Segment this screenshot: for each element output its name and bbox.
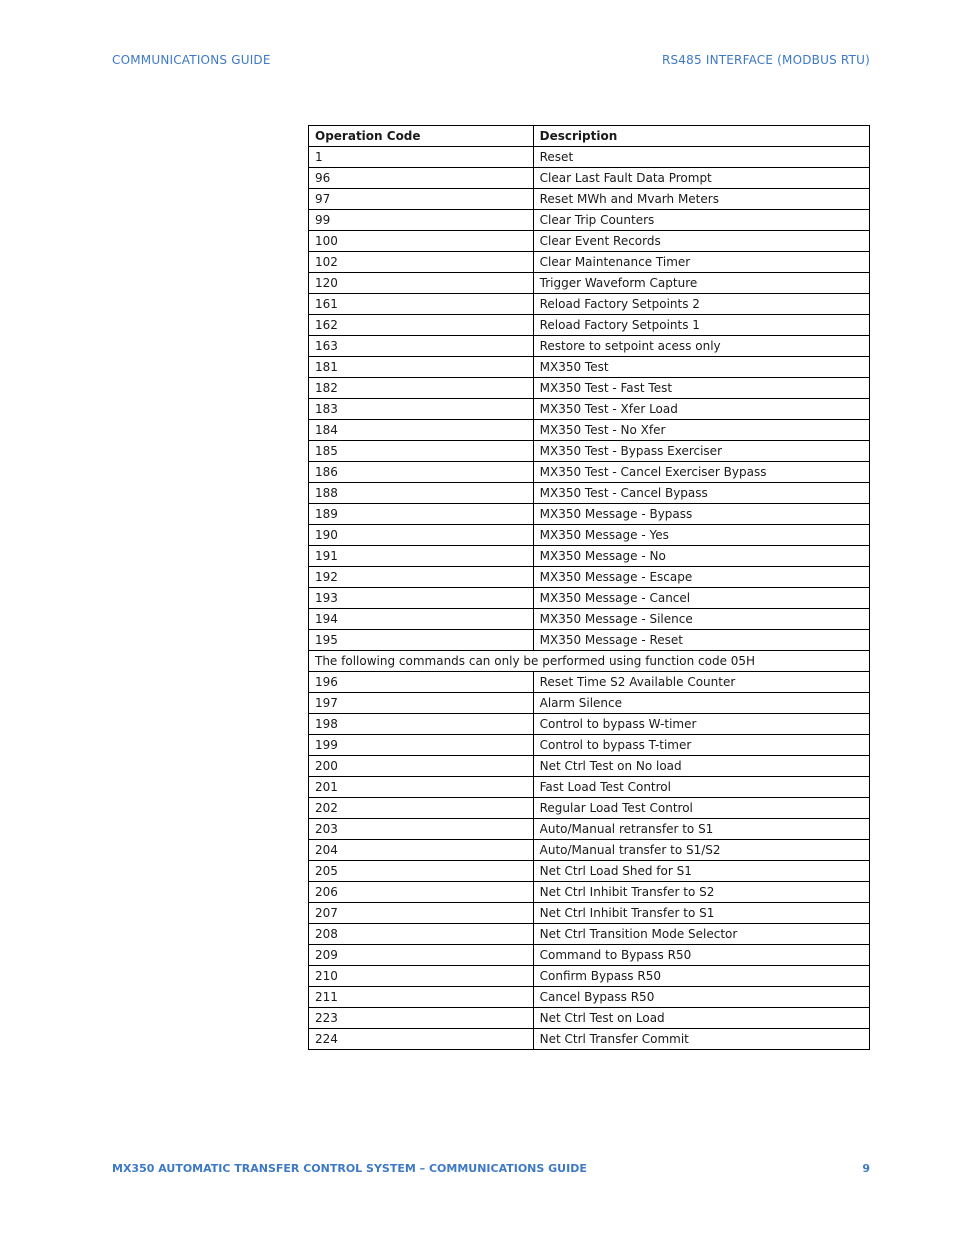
table-body-general <box>309 147 870 651</box>
description-cell: Net Ctrl Transfer Commit <box>533 1029 869 1050</box>
description-cell: Trigger Waveform Capture <box>533 273 869 294</box>
operation-code-cell: 1 <box>309 147 534 168</box>
description-cell: Control to bypass T-timer <box>533 735 869 756</box>
operation-code-cell: 197 <box>309 693 534 714</box>
operation-code-cell: 181 <box>309 357 534 378</box>
operation-code-cell: 182 <box>309 378 534 399</box>
table-row <box>309 399 870 420</box>
operation-code-cell: 185 <box>309 441 534 462</box>
table-row <box>309 714 870 735</box>
operation-code-cell: 205 <box>309 861 534 882</box>
description-cell: Command to Bypass R50 <box>533 945 869 966</box>
operation-code-cell: 193 <box>309 588 534 609</box>
table-row <box>309 693 870 714</box>
table-row <box>309 777 870 798</box>
description-cell: Clear Maintenance Timer <box>533 252 869 273</box>
operation-code-cell: 195 <box>309 630 534 651</box>
description-cell: Fast Load Test Control <box>533 777 869 798</box>
table-row <box>309 756 870 777</box>
description-cell: Alarm Silence <box>533 693 869 714</box>
table-row <box>309 378 870 399</box>
description-cell: Reset Time S2 Available Counter <box>533 672 869 693</box>
description-cell: MX350 Test <box>533 357 869 378</box>
description-cell: MX350 Test - Xfer Load <box>533 399 869 420</box>
table-row <box>309 252 870 273</box>
description-cell: Confirm Bypass R50 <box>533 966 869 987</box>
table-row <box>309 735 870 756</box>
operation-code-cell: 209 <box>309 945 534 966</box>
operation-code-cell: 96 <box>309 168 534 189</box>
description-cell: Net Ctrl Load Shed for S1 <box>533 861 869 882</box>
column-header-description: Description <box>533 126 869 147</box>
description-cell: MX350 Message - Reset <box>533 630 869 651</box>
operation-code-cell: 204 <box>309 840 534 861</box>
description-cell: Clear Last Fault Data Prompt <box>533 168 869 189</box>
table-row <box>309 462 870 483</box>
table-row <box>309 630 870 651</box>
description-cell: Reload Factory Setpoints 1 <box>533 315 869 336</box>
description-cell: MX350 Test - Cancel Bypass <box>533 483 869 504</box>
table-row <box>309 798 870 819</box>
table-row <box>309 336 870 357</box>
operation-code-cell: 200 <box>309 756 534 777</box>
column-header-operation-code: Operation Code <box>309 126 534 147</box>
table-row <box>309 147 870 168</box>
table-row <box>309 567 870 588</box>
table-row <box>309 189 870 210</box>
operation-code-cell: 120 <box>309 273 534 294</box>
description-cell: MX350 Message - Silence <box>533 609 869 630</box>
description-cell: Clear Event Records <box>533 231 869 252</box>
description-cell: Regular Load Test Control <box>533 798 869 819</box>
table-row <box>309 231 870 252</box>
header-chapter-title: RS485 INTERFACE (MODBUS RTU) <box>661 53 870 67</box>
operation-code-cell: 191 <box>309 546 534 567</box>
operation-code-cell: 208 <box>309 924 534 945</box>
table-row <box>309 294 870 315</box>
description-cell: MX350 Test - Bypass Exerciser <box>533 441 869 462</box>
operation-code-cell: 97 <box>309 189 534 210</box>
operation-code-cell: 198 <box>309 714 534 735</box>
table-row <box>309 924 870 945</box>
description-cell: Restore to setpoint acess only <box>533 336 869 357</box>
table-row <box>309 840 870 861</box>
operation-code-cell: 194 <box>309 609 534 630</box>
description-cell: Reset MWh and Mvarh Meters <box>533 189 869 210</box>
operation-code-cell: 196 <box>309 672 534 693</box>
operation-code-cell: 184 <box>309 420 534 441</box>
table-row <box>309 966 870 987</box>
description-cell: Reload Factory Setpoints 2 <box>533 294 869 315</box>
description-cell: MX350 Message - Escape <box>533 567 869 588</box>
table-row <box>309 861 870 882</box>
header-section-title: COMMUNICATIONS GUIDE <box>112 53 271 67</box>
table-row <box>309 357 870 378</box>
operation-code-cell: 206 <box>309 882 534 903</box>
description-cell: Net Ctrl Inhibit Transfer to S2 <box>533 882 869 903</box>
operation-code-cell: 202 <box>309 798 534 819</box>
operation-code-cell: 189 <box>309 504 534 525</box>
table-row <box>309 987 870 1008</box>
description-cell: Control to bypass W-timer <box>533 714 869 735</box>
operation-code-cell: 186 <box>309 462 534 483</box>
operation-code-cell: 100 <box>309 231 534 252</box>
table-row <box>309 273 870 294</box>
table-row <box>309 483 870 504</box>
operation-code-cell: 102 <box>309 252 534 273</box>
operation-code-cell: 201 <box>309 777 534 798</box>
table-row <box>309 210 870 231</box>
table-row <box>309 1008 870 1029</box>
operation-code-cell: 188 <box>309 483 534 504</box>
description-cell: Cancel Bypass R50 <box>533 987 869 1008</box>
operation-code-cell: 161 <box>309 294 534 315</box>
operation-code-cell: 207 <box>309 903 534 924</box>
description-cell: Net Ctrl Transition Mode Selector <box>533 924 869 945</box>
description-cell: Auto/Manual retransfer to S1 <box>533 819 869 840</box>
table-row <box>309 945 870 966</box>
operation-code-cell: 163 <box>309 336 534 357</box>
table-row <box>309 672 870 693</box>
table-row <box>309 504 870 525</box>
operation-code-cell: 211 <box>309 987 534 1008</box>
table-row <box>309 441 870 462</box>
table-row <box>309 420 870 441</box>
operation-code-cell: 199 <box>309 735 534 756</box>
description-cell: MX350 Message - Bypass <box>533 504 869 525</box>
table-note-row <box>309 651 870 672</box>
description-cell: MX350 Message - No <box>533 546 869 567</box>
description-cell: MX350 Test - No Xfer <box>533 420 869 441</box>
table-row <box>309 903 870 924</box>
table-row <box>309 525 870 546</box>
operation-code-cell: 223 <box>309 1008 534 1029</box>
operation-code-cell: 99 <box>309 210 534 231</box>
description-cell: Clear Trip Counters <box>533 210 869 231</box>
table-note-section <box>309 651 870 672</box>
table-row <box>309 588 870 609</box>
description-cell: Auto/Manual transfer to S1/S2 <box>533 840 869 861</box>
operation-code-cell: 183 <box>309 399 534 420</box>
operation-code-cell: 162 <box>309 315 534 336</box>
operation-code-cell: 210 <box>309 966 534 987</box>
description-cell: Reset <box>533 147 869 168</box>
description-cell: MX350 Test - Cancel Exerciser Bypass <box>533 462 869 483</box>
table-row <box>309 168 870 189</box>
table-body-05h <box>309 672 870 1050</box>
description-cell: MX350 Message - Yes <box>533 525 869 546</box>
operation-code-cell: 190 <box>309 525 534 546</box>
table-row <box>309 1029 870 1050</box>
table-row <box>309 882 870 903</box>
description-cell: Net Ctrl Test on No load <box>533 756 869 777</box>
description-cell: MX350 Test - Fast Test <box>533 378 869 399</box>
page-number: 9 <box>862 1162 870 1175</box>
description-cell: Net Ctrl Test on Load <box>533 1008 869 1029</box>
operation-code-cell: 224 <box>309 1029 534 1050</box>
description-cell: Net Ctrl Inhibit Transfer to S1 <box>533 903 869 924</box>
description-cell: MX350 Message - Cancel <box>533 588 869 609</box>
table-row <box>309 546 870 567</box>
footer-document-title: MX350 AUTOMATIC TRANSFER CONTROL SYSTEM – COMMUNICATIONS GUIDE <box>112 1162 587 1175</box>
table-row <box>309 315 870 336</box>
table-row <box>309 609 870 630</box>
table-row <box>309 819 870 840</box>
operation-code-cell: 203 <box>309 819 534 840</box>
operation-code-table <box>308 125 870 1050</box>
table-header-row <box>309 126 870 147</box>
operation-code-cell: 192 <box>309 567 534 588</box>
function-code-note: The following commands can only be performed using function code 05H <box>309 651 870 672</box>
